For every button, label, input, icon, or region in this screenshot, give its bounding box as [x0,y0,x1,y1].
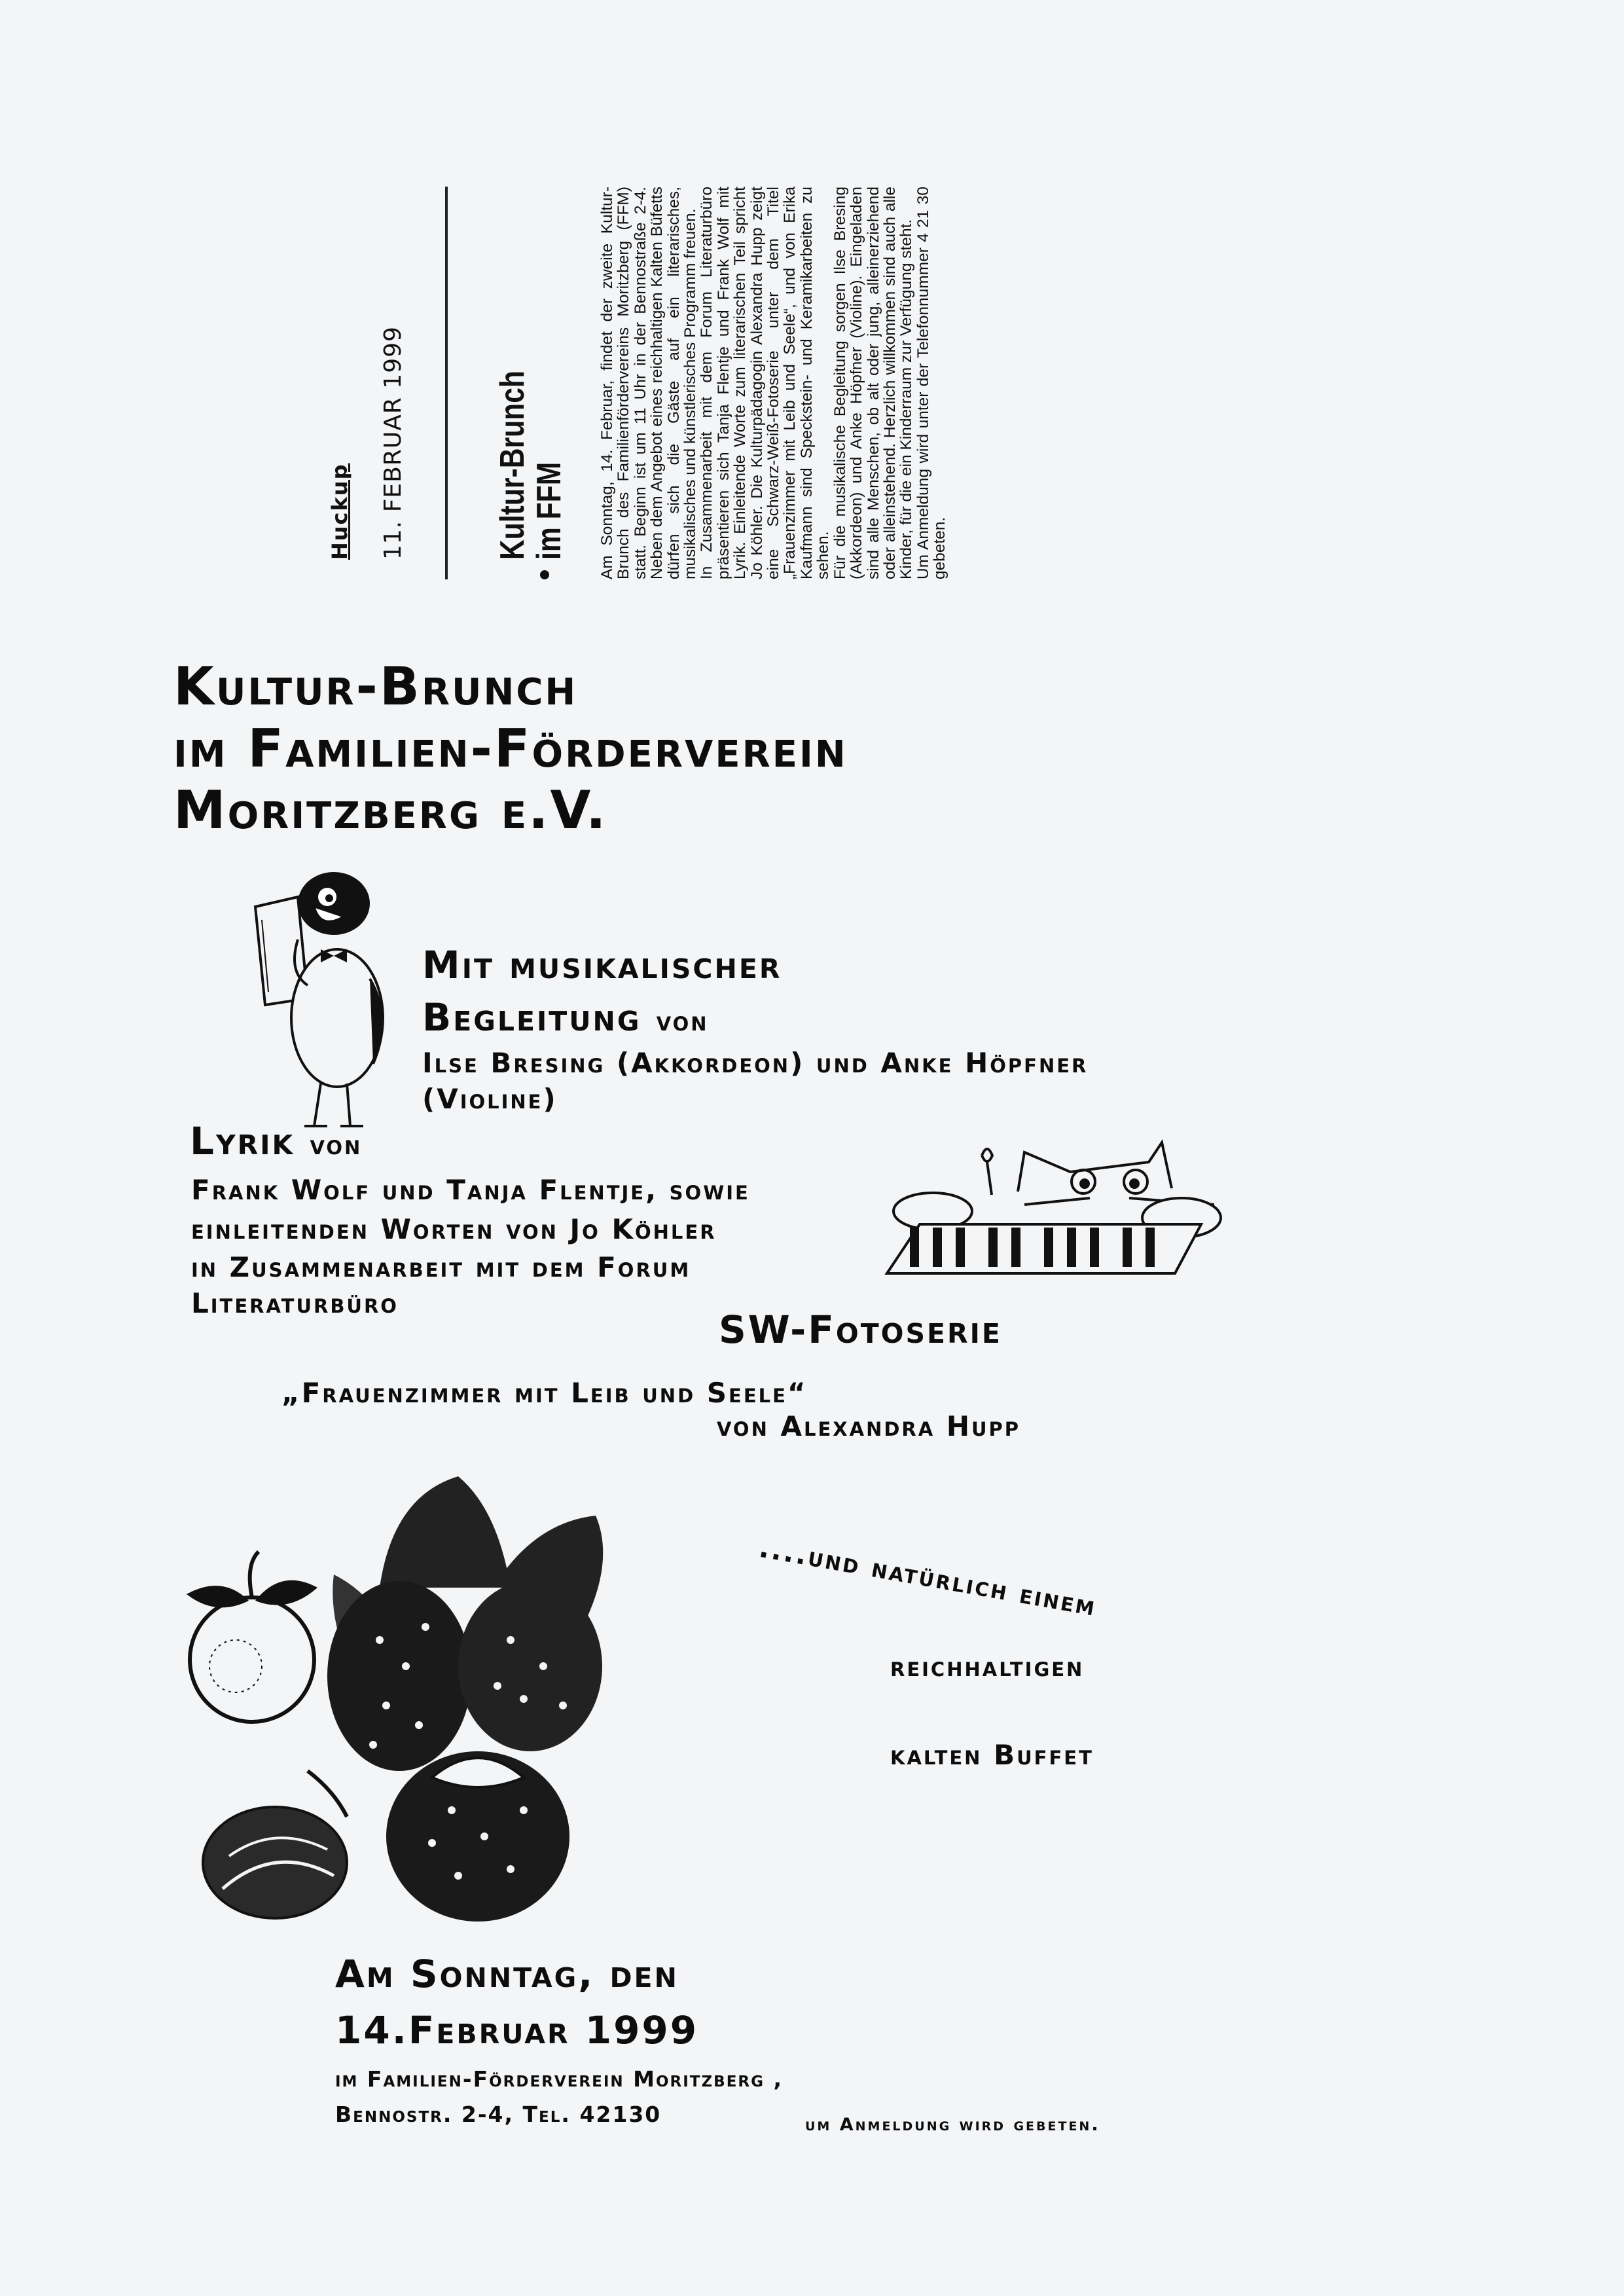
flyer-title-line3: Moritzberg e.V. [173,780,608,841]
flyer-title-line2: im Familien-Förderverein [173,718,848,779]
photo-title: „Frauenzimmer mit Leib und Seele“ [281,1377,808,1409]
lyrik-von: von [310,1129,363,1161]
music-von: von [656,1005,709,1037]
flyer-title-line1: Kultur-Brunch [173,656,578,717]
lyrik-line2: einleitenden Worten von Jo Köhler [191,1213,717,1245]
address-line2: Bennostr. 2-4, Tel. 42130 [335,2102,662,2127]
clipping-paragraph: In Zusammenarbeit mit dem Forum Literaturbüro präsentieren sich Tanja Flentje und Frank Wolf mit Lyrik. Einleitende Worte zum literarischen Teil spricht Jo Köhler. Die Kulturpädagogin Alexandra Hupp zeigt eine Schwarz-Weiß-Fotoserie unter dem Titel „Frauenzimmer mit Leib und Seele“, und von Erika Kaufmann sind Speckstein- und Keramikarbeiten zu sehen. [698,187,833,579]
musicians-line1: Ilse Bresing (Akkordeon) und Anke Höpfner [422,1047,1089,1079]
lyrik-line1: Frank Wolf und Tanja Flentje, sowie [191,1174,750,1206]
clipping-paragraph: Am Sonntag, 14. Februar, findet der zweite Kultur-Brunch des Familienfördervereins Moritzberg (FFM) statt. Beginn ist um 11 Uhr in der Bennostraße 2-4. Neben dem Angebot eines reichhaltigen Kalten Büfetts dürfen sich die Gäste auf ein literarisches, musikalisches und künstlerisches Programm freuen. [598,187,700,579]
registration-note: um Anmeldung wird gebeten. [805,2115,1100,2135]
newspaper-clipping [327,187,1578,579]
date-line2: 14.Februar 1999 [335,2008,699,2052]
cat-piano-illustration [874,1126,1240,1283]
music-begleitung: Begleitung [422,995,641,1040]
buffet-line3: kalten Buffet [890,1739,1094,1771]
clipping-source: Huckup [327,463,352,560]
clipping-paragraph: Um Anmeldung wird unter der Telefonnummer 4 21 30 gebeten. [914,187,949,579]
lyrik-line3: in Zusammenarbeit mit dem Forum [191,1251,691,1283]
music-line1: Mit musikalischer [422,943,782,987]
penguin-illustration [252,867,403,1129]
clipping-headline-line2: im FFM [530,462,568,560]
clipping-date: 11. FEBRUAR 1999 [380,326,406,560]
musicians-line2: (Violine) [422,1083,558,1115]
clipping-headline-line1: Kultur-Brunch [494,371,532,560]
clipping-headline [494,259,568,560]
clipping-paragraph: Für die musikalische Begleitung sorgen Ilse Bresing (Akkordeon) und Anke Höpfner (Violine). Eingeladen sind alle Menschen, ob alt oder jung, alleinerziehend oder alleinstehend. Herzlich willkommen sind auch alle Kinder, für die ein Kinderraum zur Verfügung steht. [831,187,916,579]
lyrik-line4: Literaturbüro [191,1287,399,1319]
buffet-line1: ....und natürlich einem [757,1531,1100,1622]
fruit-illustration [183,1470,812,1974]
address-line1: im Familien-Förderverein Moritzberg , [335,2066,784,2092]
music-line2 [422,996,709,1039]
buffet-line2: reichhaltigen [890,1650,1085,1683]
clipping-divider [445,187,448,579]
clipping-body [599,187,1578,579]
lyrik-heading [190,1120,362,1163]
photo-heading: SW-Fotoserie [719,1307,1002,1352]
photo-author: von Alexandra Hupp [717,1410,1021,1442]
lyrik-label: Lyrik [190,1119,295,1163]
headline-bullet [540,570,549,579]
date-line1: Am Sonntag, den [335,1952,679,1996]
